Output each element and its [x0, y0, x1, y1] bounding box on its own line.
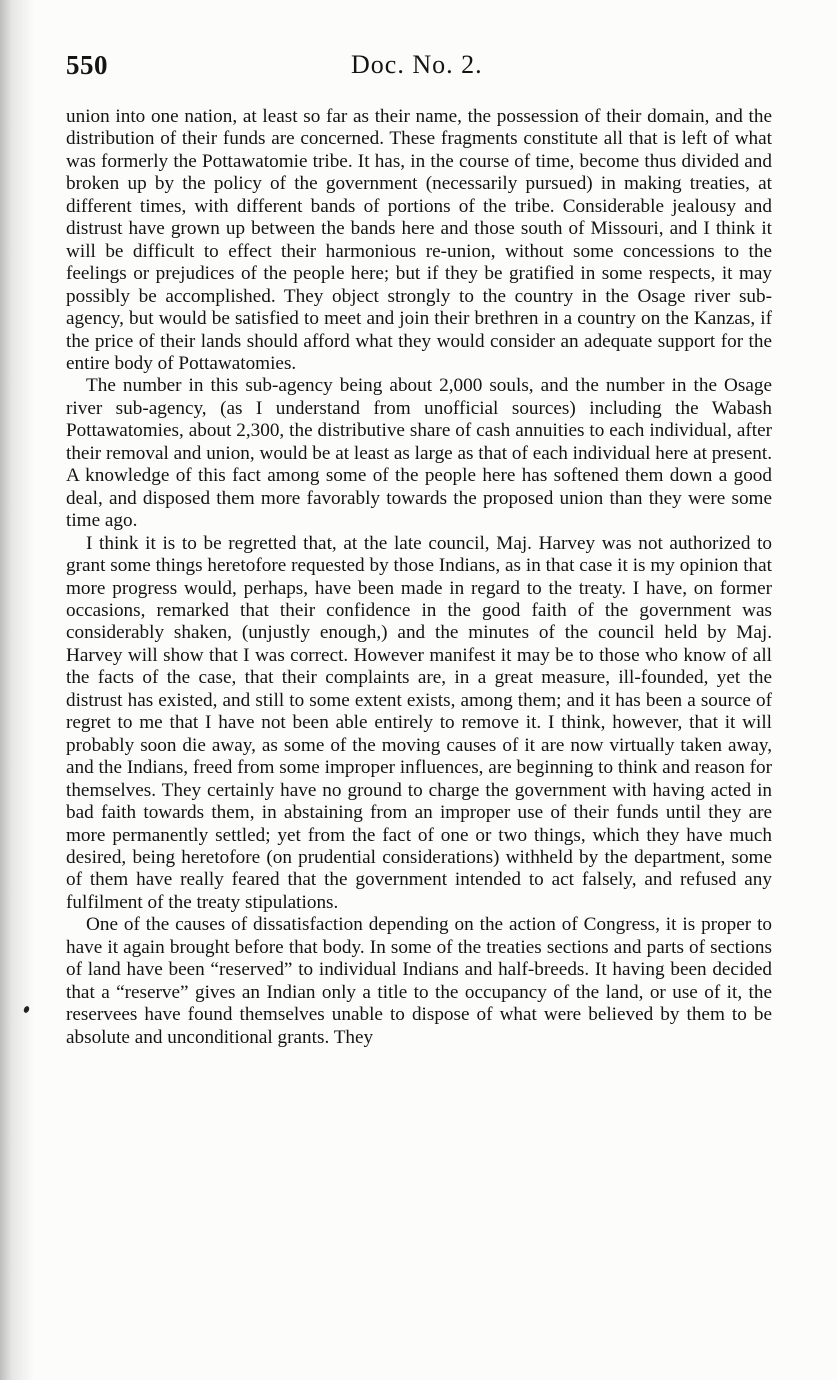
body-text: [66, 106, 772, 1049]
running-head: Doc. No. 2.: [351, 50, 483, 79]
paragraph: I think it is to be regretted that, at the late council, Maj. Harvey was not authorized to grant some things heretofore requested by those Indians, as in that case it is my opinion that more progress would, perhaps, have been made in regard to the treaty. I have, on former occasions, remarked that their confidence in the good faith of the government was considerably shaken, (unjustly enough,) and the minutes of the council held by Maj. Harvey will show that I was correct. However manifest it may be to those who know of all the facts of the case, that their complaints are, in a great measure, ill-founded, yet the distrust has existed, and still to some extent exists, among them; and it has been a source of regret to me that I have not been able entirely to remove it. I think, however, that it will probably soon die away, as some of the moving causes of it are now virtually taken away, and the Indians, freed from some improper influences, are beginning to think and reason for themselves. They certainly have no ground to charge the government with having acted in bad faith towards them, in abstaining from an improper use of their funds until they are more permanently settled; yet from the fact of one or two things, which they have much desired, being heretofore (on prudential considerations) withheld by the department, some of them have really feared that the government intended to act falsely, and refused any fulfilment of the treaty stipulations.: [66, 532, 772, 913]
paragraph: One of the causes of dissatisfaction depending on the action of Congress, it is proper to have it again brought before that body. In some of the treaties sections and parts of sections of land have been “reserved” to individual Indians and half-breeds. It having been decided that a “reserve” gives an Indian only a title to the occupancy of the land, or use of it, the reservees have found themselves unable to dispose of what were believed by them to be absolute and unconditional grants. They: [66, 914, 772, 1048]
page-number: 550: [66, 50, 108, 80]
page-edge-shadow: [0, 0, 34, 1380]
page-header: [66, 50, 774, 90]
paragraph: The number in this sub-agency being about 2,000 souls, and the number in the Osage river sub-agency, (as I understand from unofficial sources) including the Wabash Pottawatomies, about 2,300, the distributive share of cash annuities to each individual, after their removal and union, would be at least as large as that of each individual here at present. A knowledge of this fact among some of the people here has softened them down a good deal, and disposed them more favorably towards the proposed union than they were some time ago.: [66, 375, 772, 532]
paragraph-continued: union into one nation, at least so far as their name, the possession of their domain, and the distribution of their funds are concerned. These fragments constitute all that is left of what was formerly the Pottawatomie tribe. It has, in the course of time, become thus divided and broken up by the policy of the government (necessarily pursued) in making treaties, at different times, with different bands of portions of the tribe. Considerable jealousy and distrust have grown up between the bands here and those south of Missouri, and I think it will be difficult to effect their harmonious re-union, without some concessions to the feelings or prejudices of the people here; but if they be gratified in some respects, it may possibly be accomplished. They object strongly to the country in the Osage river sub-agency, but would be satisfied to meet and join their brethren in a country on the Kanzas, if the price of their lands should afford what they would consider an adequate support for the entire body of Pottawatomies.: [66, 106, 772, 374]
